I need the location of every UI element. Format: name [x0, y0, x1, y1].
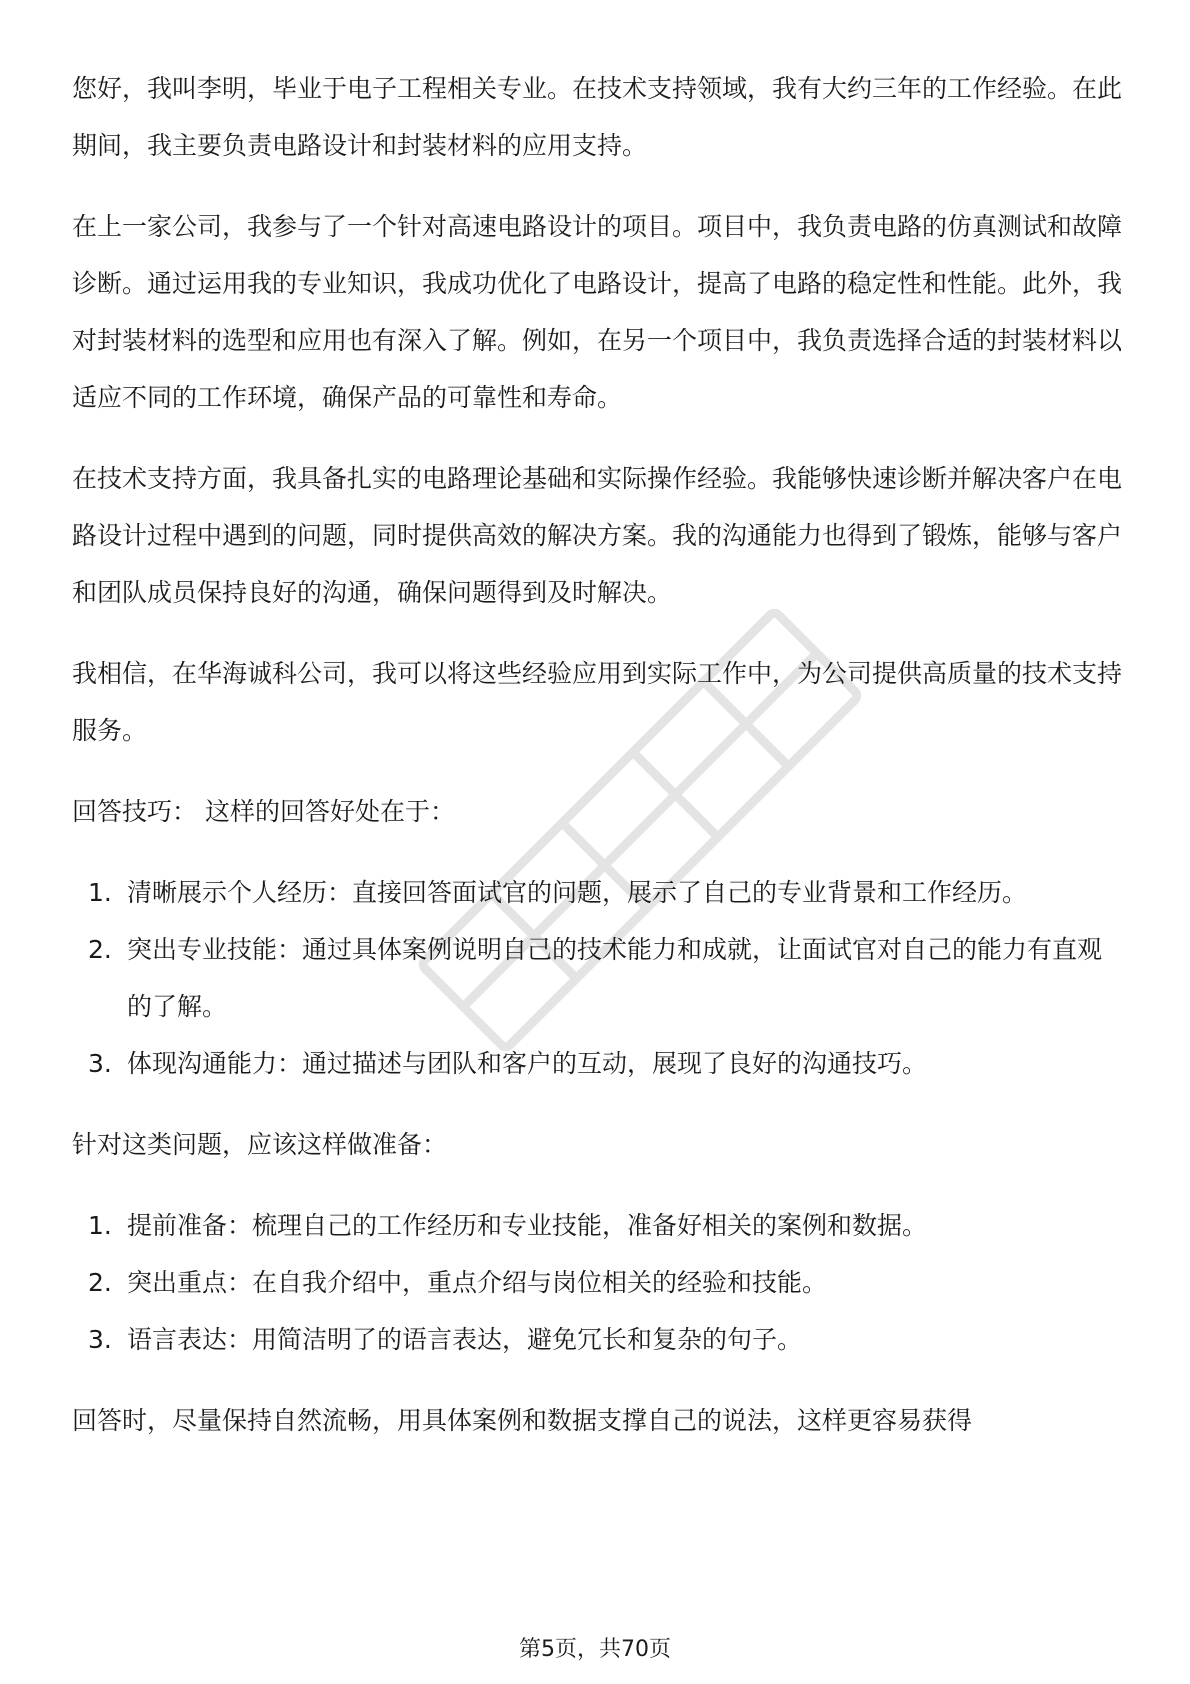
- list-number: 2.: [88, 1268, 112, 1297]
- closing-paragraph: 回答时，尽量保持自然流畅，用具体案例和数据支撑自己的说法，这样更容易获得: [72, 1406, 973, 1435]
- prep-list: [72, 1197, 1122, 1368]
- list-item: [72, 1197, 1122, 1254]
- main-content: [72, 60, 1122, 1473]
- list-item-text: 提前准备：梳理自己的工作经历和专业技能，准备好相关的案例和数据。: [127, 1211, 928, 1240]
- list-number: 1.: [88, 1211, 112, 1240]
- page-number-footer: 第5页，共70页: [519, 1637, 671, 1662]
- list-item: [72, 1035, 1122, 1092]
- intro-paragraph: 您好，我叫李明，毕业于电子工程相关专业。在技术支持领域，我有大约三年的工作经验。在此期间，我主要负责电路设计和封装材料的应用支持。: [72, 74, 1123, 160]
- list-item-text: 突出专业技能：通过具体案例说明自己的技术能力和成就，让面试官对自己的能力有直观的了解。: [127, 935, 1103, 1021]
- tips-heading: 回答技巧： 这样的回答好处在于：: [72, 797, 455, 826]
- tips-list: [72, 864, 1122, 1092]
- prep-heading: 针对这类问题，应该这样做准备：: [72, 1130, 448, 1159]
- belief-paragraph: 我相信，在华海诚科公司，我可以将这些经验应用到实际工作中，为公司提供高质量的技术支持服务。: [72, 659, 1123, 745]
- list-number: 1.: [88, 878, 112, 907]
- list-number: 3.: [88, 1049, 112, 1078]
- list-item: [72, 1254, 1122, 1311]
- list-item: [72, 864, 1122, 921]
- list-item-text: 突出重点：在自我介绍中，重点介绍与岗位相关的经验和技能。: [127, 1268, 828, 1297]
- project-paragraph: 在上一家公司，我参与了一个针对高速电路设计的项目。项目中，我负责电路的仿真测试和故障诊断。通过运用我的专业知识，我成功优化了电路设计，提高了电路的稳定性和性能。此外，我对封装材料的选型和应用也有深入了解。例如，在另一个项目中，我负责选择合适的封装材料以适应不同的工作环境，确保产品的可靠性和寿命。: [72, 212, 1123, 412]
- list-item-text: 清晰展示个人经历：直接回答面试官的问题，展示了自己的专业背景和工作经历。: [127, 878, 1028, 907]
- list-number: 3.: [88, 1325, 112, 1354]
- list-item-text: 语言表达：用简洁明了的语言表达，避免冗长和复杂的句子。: [127, 1325, 803, 1354]
- support-paragraph: 在技术支持方面，我具备扎实的电路理论基础和实际操作经验。我能够快速诊断并解决客户在电路设计过程中遇到的问题，同时提供高效的解决方案。我的沟通能力也得到了锻炼，能够与客户和团队成员保持良好的沟通，确保问题得到及时解决。: [72, 464, 1123, 607]
- list-item-text: 体现沟通能力：通过描述与团队和客户的互动，展现了良好的沟通技巧。: [127, 1049, 928, 1078]
- list-item: [72, 921, 1122, 1035]
- list-number: 2.: [88, 935, 112, 964]
- list-item: [72, 1311, 1122, 1368]
